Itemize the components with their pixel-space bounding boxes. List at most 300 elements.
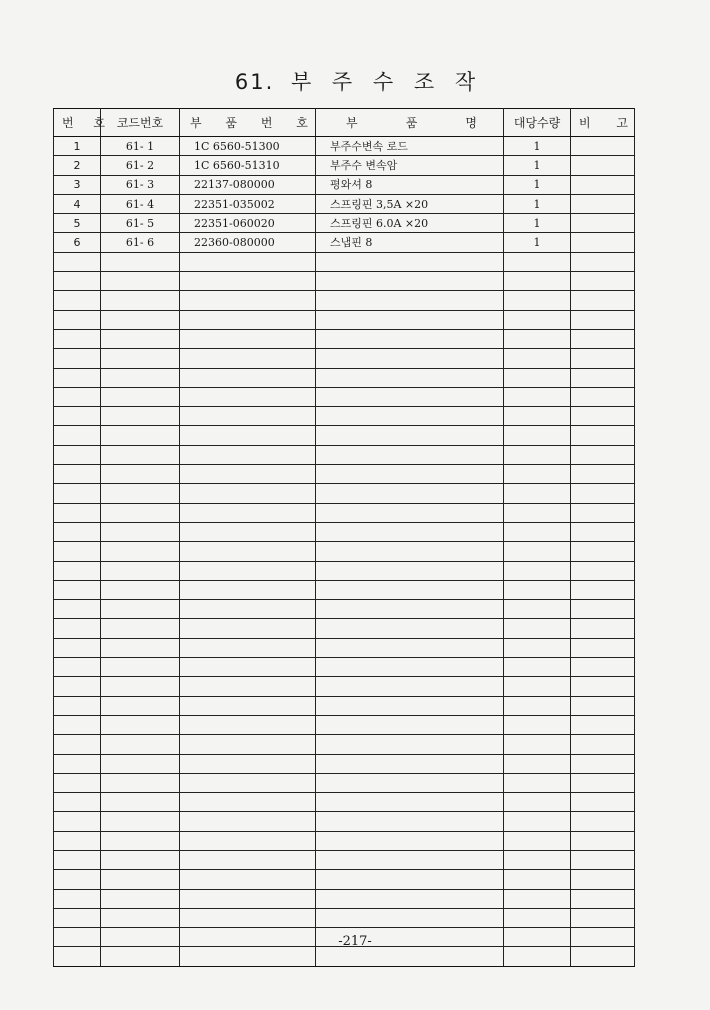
table-row	[54, 233, 635, 252]
cell-quantity	[504, 850, 571, 869]
cell-code	[101, 908, 180, 927]
cell-quantity: 1	[504, 214, 571, 233]
cell-quantity	[504, 638, 571, 657]
cell-code	[101, 735, 180, 754]
empty-row	[54, 542, 635, 561]
cell-quantity	[504, 696, 571, 715]
cell-remarks	[571, 291, 635, 310]
cell-no	[54, 677, 101, 696]
header-part-number: 부 품 번 호	[180, 109, 316, 137]
cell-quantity: 1	[504, 175, 571, 194]
cell-part-name	[316, 677, 504, 696]
cell-code	[101, 812, 180, 831]
cell-code	[101, 619, 180, 638]
cell-part-name	[316, 658, 504, 677]
empty-row	[54, 638, 635, 657]
cell-quantity	[504, 484, 571, 503]
cell-code	[101, 272, 180, 291]
cell-no: 2	[54, 156, 101, 175]
empty-row	[54, 522, 635, 541]
cell-part-number	[180, 407, 316, 426]
cell-part-number	[180, 310, 316, 329]
cell-remarks	[571, 600, 635, 619]
header-part-name: 부 품 명	[316, 109, 504, 137]
cell-part-name	[316, 426, 504, 445]
cell-remarks	[571, 619, 635, 638]
cell-no	[54, 793, 101, 812]
cell-code: 61- 1	[101, 137, 180, 156]
cell-part-name	[316, 754, 504, 773]
cell-quantity	[504, 870, 571, 889]
cell-part-number	[180, 889, 316, 908]
cell-part-name: 스프링핀 3,5A ×20	[316, 194, 504, 213]
cell-part-number	[180, 696, 316, 715]
cell-no	[54, 561, 101, 580]
empty-row	[54, 329, 635, 348]
cell-remarks	[571, 658, 635, 677]
cell-part-number	[180, 831, 316, 850]
cell-remarks	[571, 252, 635, 271]
cell-part-number	[180, 870, 316, 889]
cell-part-number	[180, 503, 316, 522]
cell-code	[101, 773, 180, 792]
cell-part-number	[180, 252, 316, 271]
cell-no	[54, 503, 101, 522]
cell-remarks	[571, 156, 635, 175]
cell-remarks	[571, 387, 635, 406]
cell-part-name	[316, 580, 504, 599]
empty-row	[54, 349, 635, 368]
cell-part-number	[180, 291, 316, 310]
cell-code	[101, 503, 180, 522]
empty-row	[54, 272, 635, 291]
cell-part-number: 22360-080000	[180, 233, 316, 252]
cell-remarks	[571, 908, 635, 927]
header-no: 번 호	[54, 109, 101, 137]
section-title: 부 주 수 조 작	[290, 70, 476, 94]
cell-part-number	[180, 387, 316, 406]
cell-code	[101, 349, 180, 368]
cell-part-name	[316, 812, 504, 831]
empty-row	[54, 735, 635, 754]
cell-no	[54, 445, 101, 464]
cell-no	[54, 368, 101, 387]
cell-part-number	[180, 542, 316, 561]
empty-row	[54, 658, 635, 677]
cell-part-name: 평와셔 8	[316, 175, 504, 194]
cell-code: 61- 6	[101, 233, 180, 252]
cell-no	[54, 310, 101, 329]
table-row	[54, 194, 635, 213]
cell-remarks	[571, 947, 635, 966]
empty-row	[54, 252, 635, 271]
empty-row	[54, 503, 635, 522]
cell-remarks	[571, 368, 635, 387]
cell-quantity	[504, 735, 571, 754]
cell-code: 61- 3	[101, 175, 180, 194]
cell-part-name	[316, 349, 504, 368]
cell-quantity	[504, 793, 571, 812]
cell-part-number	[180, 465, 316, 484]
cell-part-number	[180, 600, 316, 619]
cell-no	[54, 291, 101, 310]
cell-no	[54, 908, 101, 927]
cell-no	[54, 387, 101, 406]
empty-row	[54, 484, 635, 503]
cell-part-name	[316, 889, 504, 908]
cell-quantity	[504, 542, 571, 561]
cell-part-number	[180, 272, 316, 291]
cell-remarks	[571, 889, 635, 908]
cell-quantity	[504, 387, 571, 406]
cell-part-number	[180, 349, 316, 368]
cell-quantity	[504, 329, 571, 348]
cell-part-number	[180, 329, 316, 348]
cell-part-name: 부주수변속 로드	[316, 137, 504, 156]
cell-remarks	[571, 233, 635, 252]
cell-part-name	[316, 850, 504, 869]
cell-code	[101, 561, 180, 580]
cell-part-number: 1C 6560-51300	[180, 137, 316, 156]
cell-part-number: 22351-035002	[180, 194, 316, 213]
cell-quantity	[504, 445, 571, 464]
table-row	[54, 137, 635, 156]
cell-part-name	[316, 291, 504, 310]
cell-code	[101, 947, 180, 966]
cell-no: 5	[54, 214, 101, 233]
cell-quantity	[504, 619, 571, 638]
cell-quantity	[504, 407, 571, 426]
empty-row	[54, 561, 635, 580]
cell-quantity	[504, 889, 571, 908]
cell-code	[101, 465, 180, 484]
cell-quantity	[504, 773, 571, 792]
cell-code	[101, 580, 180, 599]
cell-part-number	[180, 658, 316, 677]
cell-part-name	[316, 542, 504, 561]
empty-row	[54, 600, 635, 619]
empty-row	[54, 754, 635, 773]
cell-no	[54, 947, 101, 966]
cell-part-name	[316, 638, 504, 657]
cell-remarks	[571, 445, 635, 464]
cell-quantity: 1	[504, 156, 571, 175]
empty-row	[54, 715, 635, 734]
empty-row	[54, 850, 635, 869]
empty-row	[54, 465, 635, 484]
cell-part-name	[316, 522, 504, 541]
table-body	[54, 137, 635, 967]
cell-no	[54, 870, 101, 889]
cell-remarks	[571, 773, 635, 792]
cell-part-number	[180, 677, 316, 696]
cell-no	[54, 715, 101, 734]
cell-part-number	[180, 619, 316, 638]
cell-quantity: 1	[504, 233, 571, 252]
empty-row	[54, 368, 635, 387]
cell-part-number	[180, 580, 316, 599]
cell-quantity	[504, 368, 571, 387]
cell-remarks	[571, 696, 635, 715]
cell-code	[101, 638, 180, 657]
cell-part-number	[180, 426, 316, 445]
cell-part-name	[316, 503, 504, 522]
cell-remarks	[571, 214, 635, 233]
cell-code	[101, 445, 180, 464]
cell-quantity	[504, 561, 571, 580]
cell-code	[101, 387, 180, 406]
cell-no	[54, 696, 101, 715]
empty-row	[54, 696, 635, 715]
cell-code	[101, 754, 180, 773]
cell-code	[101, 252, 180, 271]
cell-quantity: 1	[504, 137, 571, 156]
cell-remarks	[571, 426, 635, 445]
cell-no	[54, 638, 101, 657]
cell-no	[54, 252, 101, 271]
cell-part-name	[316, 272, 504, 291]
empty-row	[54, 426, 635, 445]
cell-remarks	[571, 194, 635, 213]
cell-remarks	[571, 735, 635, 754]
cell-remarks	[571, 580, 635, 599]
cell-remarks	[571, 793, 635, 812]
cell-remarks	[571, 850, 635, 869]
cell-quantity	[504, 503, 571, 522]
cell-quantity	[504, 580, 571, 599]
cell-code	[101, 870, 180, 889]
cell-part-name	[316, 870, 504, 889]
cell-part-name	[316, 465, 504, 484]
cell-part-number	[180, 368, 316, 387]
empty-row	[54, 291, 635, 310]
cell-part-number	[180, 947, 316, 966]
cell-remarks	[571, 310, 635, 329]
cell-code	[101, 715, 180, 734]
cell-part-name	[316, 696, 504, 715]
cell-remarks	[571, 542, 635, 561]
cell-code: 61- 5	[101, 214, 180, 233]
cell-part-name	[316, 368, 504, 387]
cell-remarks	[571, 407, 635, 426]
empty-row	[54, 445, 635, 464]
cell-no: 6	[54, 233, 101, 252]
cell-no	[54, 465, 101, 484]
cell-code	[101, 658, 180, 677]
empty-row	[54, 870, 635, 889]
cell-part-name	[316, 484, 504, 503]
cell-no	[54, 773, 101, 792]
cell-quantity	[504, 522, 571, 541]
cell-part-name	[316, 831, 504, 850]
cell-no	[54, 735, 101, 754]
header-remarks: 비 고	[571, 109, 635, 137]
cell-code	[101, 889, 180, 908]
empty-row	[54, 580, 635, 599]
cell-quantity	[504, 715, 571, 734]
cell-quantity	[504, 812, 571, 831]
cell-part-name: 스냅핀 8	[316, 233, 504, 252]
cell-no	[54, 349, 101, 368]
cell-no	[54, 600, 101, 619]
cell-part-number	[180, 793, 316, 812]
empty-row	[54, 831, 635, 850]
cell-remarks	[571, 465, 635, 484]
cell-quantity	[504, 677, 571, 696]
cell-remarks	[571, 812, 635, 831]
cell-part-number: 1C 6560-51310	[180, 156, 316, 175]
cell-code: 61- 2	[101, 156, 180, 175]
page-title	[0, 66, 710, 96]
cell-quantity	[504, 831, 571, 850]
cell-no	[54, 658, 101, 677]
cell-quantity	[504, 291, 571, 310]
parts-table	[53, 108, 635, 967]
cell-no	[54, 329, 101, 348]
cell-code: 61- 4	[101, 194, 180, 213]
cell-part-name	[316, 715, 504, 734]
cell-part-number	[180, 908, 316, 927]
cell-code	[101, 600, 180, 619]
cell-code	[101, 484, 180, 503]
cell-no	[54, 580, 101, 599]
cell-no	[54, 542, 101, 561]
cell-no	[54, 407, 101, 426]
cell-no: 3	[54, 175, 101, 194]
cell-quantity	[504, 272, 571, 291]
cell-quantity	[504, 465, 571, 484]
empty-row	[54, 908, 635, 927]
cell-quantity	[504, 754, 571, 773]
cell-part-name	[316, 387, 504, 406]
cell-remarks	[571, 175, 635, 194]
cell-no	[54, 272, 101, 291]
cell-no	[54, 831, 101, 850]
cell-no	[54, 522, 101, 541]
empty-row	[54, 619, 635, 638]
empty-row	[54, 793, 635, 812]
cell-quantity	[504, 908, 571, 927]
cell-remarks	[571, 715, 635, 734]
cell-part-name: 스프링핀 6.0A ×20	[316, 214, 504, 233]
cell-remarks	[571, 831, 635, 850]
cell-code	[101, 368, 180, 387]
table-row	[54, 175, 635, 194]
cell-part-number	[180, 850, 316, 869]
cell-no	[54, 812, 101, 831]
cell-no: 4	[54, 194, 101, 213]
cell-part-name	[316, 947, 504, 966]
empty-row	[54, 310, 635, 329]
cell-quantity	[504, 310, 571, 329]
cell-part-number: 22137-080000	[180, 175, 316, 194]
cell-part-name	[316, 407, 504, 426]
cell-code	[101, 793, 180, 812]
cell-no: 1	[54, 137, 101, 156]
cell-part-name	[316, 600, 504, 619]
empty-row	[54, 407, 635, 426]
cell-remarks	[571, 522, 635, 541]
cell-code	[101, 291, 180, 310]
cell-quantity	[504, 600, 571, 619]
cell-remarks	[571, 638, 635, 657]
cell-part-number	[180, 715, 316, 734]
cell-part-name	[316, 310, 504, 329]
cell-part-name	[316, 908, 504, 927]
cell-part-name	[316, 735, 504, 754]
cell-part-name	[316, 773, 504, 792]
cell-remarks	[571, 870, 635, 889]
cell-code	[101, 329, 180, 348]
cell-part-name	[316, 445, 504, 464]
cell-part-number	[180, 638, 316, 657]
cell-remarks	[571, 484, 635, 503]
cell-remarks	[571, 329, 635, 348]
cell-part-number	[180, 754, 316, 773]
cell-code	[101, 850, 180, 869]
cell-part-name	[316, 793, 504, 812]
cell-quantity	[504, 658, 571, 677]
cell-remarks	[571, 561, 635, 580]
cell-quantity	[504, 349, 571, 368]
cell-code	[101, 542, 180, 561]
empty-row	[54, 947, 635, 966]
cell-part-number: 22351-060020	[180, 214, 316, 233]
header-code: 코드번호	[101, 109, 180, 137]
cell-quantity	[504, 252, 571, 271]
cell-code	[101, 310, 180, 329]
page-number: -217-	[338, 934, 372, 949]
header-quantity: 대당수량	[504, 109, 571, 137]
header-row	[54, 109, 635, 137]
cell-part-name	[316, 561, 504, 580]
cell-remarks	[571, 349, 635, 368]
cell-code	[101, 522, 180, 541]
cell-quantity: 1	[504, 194, 571, 213]
empty-row	[54, 387, 635, 406]
cell-no	[54, 619, 101, 638]
cell-part-name	[316, 619, 504, 638]
cell-no	[54, 850, 101, 869]
cell-remarks	[571, 503, 635, 522]
table-row	[54, 156, 635, 175]
cell-no	[54, 484, 101, 503]
cell-code	[101, 426, 180, 445]
cell-part-name	[316, 329, 504, 348]
empty-row	[54, 773, 635, 792]
cell-part-number	[180, 773, 316, 792]
cell-code	[101, 696, 180, 715]
cell-no	[54, 889, 101, 908]
empty-row	[54, 889, 635, 908]
cell-code	[101, 677, 180, 696]
cell-part-number	[180, 484, 316, 503]
cell-part-name	[316, 252, 504, 271]
cell-quantity	[504, 947, 571, 966]
cell-part-number	[180, 812, 316, 831]
table-row	[54, 214, 635, 233]
cell-remarks	[571, 137, 635, 156]
cell-part-number	[180, 445, 316, 464]
cell-remarks	[571, 272, 635, 291]
empty-row	[54, 812, 635, 831]
cell-quantity	[504, 426, 571, 445]
empty-row	[54, 677, 635, 696]
cell-part-number	[180, 522, 316, 541]
cell-remarks	[571, 754, 635, 773]
cell-part-name: 부주수 변속암	[316, 156, 504, 175]
cell-part-number	[180, 561, 316, 580]
